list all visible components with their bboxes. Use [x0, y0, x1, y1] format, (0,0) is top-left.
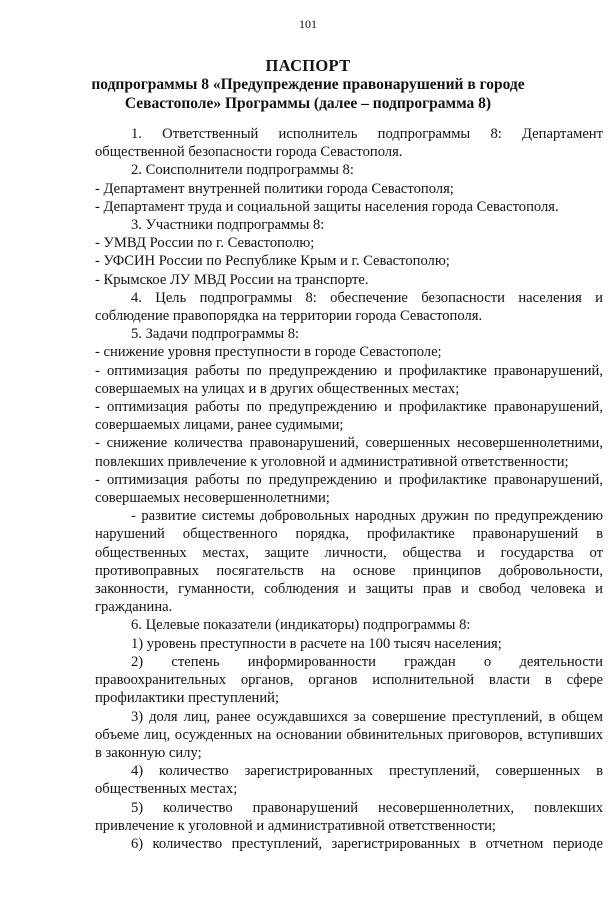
- paragraph: - оптимизация работы по предупреждению и профилактике правонарушений, совершаемых лицами, ранее судимыми;: [95, 399, 603, 434]
- paragraph: 3. Участники подпрограммы 8:: [131, 217, 325, 234]
- paragraph: - снижение количества правонарушений, совершенных несовершеннолетними, повлекших привлечение к уголовной и административной ответственности;: [95, 435, 603, 470]
- paragraph: 6. Целевые показатели (индикаторы) подпрограммы 8:: [131, 617, 471, 634]
- document-body: [95, 125, 603, 853]
- paragraph: 1) уровень преступности в расчете на 100 тысяч населения;: [131, 635, 502, 652]
- paragraph: - Крымское ЛУ МВД России на транспорте.: [95, 271, 369, 288]
- paragraph: 5. Задачи подпрограммы 8:: [131, 326, 300, 343]
- paragraph: - оптимизация работы по предупреждению и профилактике правонарушений, совершаемых на улицах и в других общественных местах;: [95, 362, 603, 397]
- paragraph: - развитие системы добровольных народных дружин по предупреждению нарушений общественного порядка, профилактике правонарушений в общественных местах, защите личности, общества и государства от противоправных посягательств на основе принципов добровольности, законности, гуманности, соблюдения и защиты прав и свобод человека и гражданина.: [95, 508, 603, 616]
- paragraph: 4) количество зарегистрированных преступлений, совершенных в общественных местах;: [95, 763, 603, 798]
- paragraph: - оптимизация работы по предупреждению и профилактике правонарушений, совершаемых несовершеннолетними;: [95, 471, 603, 507]
- paragraph: - Департамент внутренней политики города Севастополя;: [95, 180, 454, 197]
- paragraph: 5) количество правонарушений несовершеннолетних, повлекших привлечение к уголовной и административной ответственности;: [95, 799, 603, 834]
- paragraph: 3) доля лиц, ранее осуждавшихся за совершение преступлений, в общем объеме лиц, осужденных на основании обвинительных приговоров, вступивших в законную силу;: [95, 708, 603, 761]
- title-line-1: ПАСПОРТ: [265, 56, 351, 75]
- paragraph: - УФСИН России по Республике Крым и г. Севастополю;: [95, 253, 450, 270]
- paragraph: 1. Ответственный исполнитель подпрограммы 8: Департамент общественной безопасности города Севастополя.: [95, 126, 603, 161]
- document-title: [0, 56, 616, 113]
- title-line-3: Севастополе» Программы (далее – подпрограмма 8): [124, 95, 492, 112]
- paragraph: - УМВД России по г. Севастополю;: [95, 235, 315, 252]
- paragraph: 4. Цель подпрограммы 8: обеспечение безопасности населения и соблюдение правопорядка на территории города Севастополя.: [95, 289, 603, 325]
- title-line-2: подпрограммы 8 «Предупреждение правонарушений в городе: [91, 76, 525, 93]
- paragraph: 2) степень информированности граждан о деятельности правоохранительных органов, органов исполнительной власти в сфере профилактики преступлений;: [95, 653, 603, 707]
- paragraph: - Департамент труда и социальной защиты населения города Севастополя.: [95, 198, 559, 215]
- paragraph: 2. Соисполнители подпрограммы 8:: [131, 162, 354, 179]
- paragraph: - снижение уровня преступности в городе Севастополе;: [95, 344, 442, 361]
- page-number: 101: [299, 17, 317, 31]
- paragraph: 6) количество преступлений, зарегистрированных в отчетном периоде: [131, 835, 603, 852]
